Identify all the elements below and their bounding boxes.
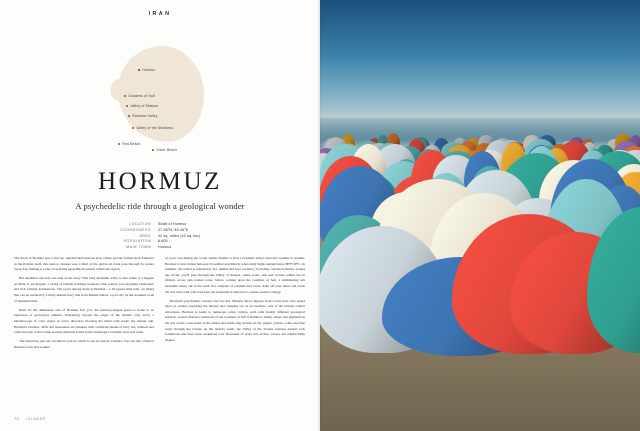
fact-table: [112, 222, 262, 251]
map-pin-icon: [132, 127, 134, 129]
map-point-valley-of-shadows: Valley of the Shadows: [132, 126, 173, 130]
article-header: [0, 168, 320, 211]
country-label: IRAN: [148, 11, 172, 17]
map-point-rainbow-valley: Rainbow Valley: [128, 114, 158, 118]
page-number: 74: [14, 417, 20, 421]
map-point-hormuz: Hormuz: [138, 68, 155, 72]
fact-key: COORDINATES: [120, 227, 151, 232]
fact-value: 42 sq. miles (42 sq. km): [158, 233, 200, 238]
paragraph: Hormuz's psychedelic scenery and low-key lifestyle attract hippies from across Iran, who spend days (or weeks) exploring the interior and camping out on its beaches—one of the island's central attractions. Hormuz is home to numerous ochre valleys, each with starkly different geological features. A short distance southwest of the Goddess of Salt is Rainbow Valley, where this pigments in the soil on the coast stand on the island and shade ring strands of red, purple, yellow, ochre and blue surge through the terrain. At the island's south, the Valley of the Statues features natural rock formations that have been weathered over thousands of years into arches, towers and otherworldly shapes.: [165, 298, 305, 342]
fact-key: AREA: [139, 233, 151, 238]
fact-key: POPULATION: [123, 239, 151, 244]
fact-value: 6,600: [158, 239, 168, 244]
paragraph: The island has just one circuitous road by which to see its surreal wonders. You can rent a bike in Hormuz town and wander: [14, 339, 154, 349]
map-point-valley-of-statues: Valley of Statues: [126, 104, 158, 108]
map-point-goddess-of-salt: Goddess of Salt: [124, 94, 155, 98]
fact-key: LOCATION: [129, 222, 151, 226]
fact-value: Hormuz: [158, 245, 172, 250]
folio: [14, 417, 46, 421]
fact-value: Strait of Hormuz: [158, 222, 187, 226]
map-pin-icon: [152, 149, 154, 151]
body-columns: [14, 256, 306, 354]
fact-row: [112, 245, 262, 251]
map-pin-icon: [128, 115, 130, 117]
map-pin-icon: [118, 143, 120, 145]
map-pin-icon: [124, 95, 126, 97]
body-column-1: [14, 256, 154, 354]
paragraph: on your own during the cooler winter months or find a rickshaw driver when the weather is warmer. Hormuz is best visited between November and March, when daily highs remain below 86°F/30°C. In summer, the island is unbearably hot, humid and best avoided.) Traveling counterclockwise around the circuit, you'll pass through the Valley of Statues, where poles, ruts and crowns within run in ribbons across salt-crusted rocks, before coming upon the Goddess of Salt, a shimmering salt mountain rising out of the earth in a complex of columns and caves. Take off your shoes and touch the salt crust with your bare feet; the mountain is believed to release positive energy.: [165, 256, 305, 294]
folio-section: ISLANDS: [26, 417, 46, 421]
article-subtitle: A psychedelic ride through a geological wonder: [75, 201, 245, 211]
body-column-2: [165, 256, 305, 354]
right-page-photo: [320, 0, 640, 431]
map-pin-icon: [126, 105, 128, 107]
photo-sky: [320, 0, 640, 118]
map-pin-icon: [138, 69, 140, 71]
island-map: [96, 38, 228, 158]
paragraph: The Strait of Hormuz gets a bad rap. Sandwiched between Iran, Oman and the United Arab Emirates in the Persian Gulf, this narrow channel sees a third of the global oil trade pass through its waters every day, making it a site of recurring geopolitical tension within the region.: [14, 256, 154, 272]
map-point-silver-beach: Silver Beach: [152, 148, 177, 152]
page-title: HORMUZ: [98, 168, 222, 195]
fact-value: 27.08°N, 56.46°E: [158, 227, 189, 232]
paragraph: Don't let the diminutive size of Hormuz fool you: the teardrop-shaped speck is home to an explosion of geological oddities. Wandering beyond the edges of the island's only town, a kaleidoscope of color erupts in every direction, blowing the mind wide under the intense sun. Hormuz's beaches, cliffs and mountains are streaked with a brilliant shades of ruby red, crimson and ochre that dip to more than seventy minerals found in the landscape's versatile, iron-rich earth.: [14, 307, 154, 335]
paragraph: But headlines tell only one side of the story. This busy maritime artery is also home to a happen accident of geography: a string of islands boasting turquoise blue waters, jaw-dropping landscapes and rich cultural destinations. The jewel among them is Hormuz—a 16-square-mile islet, an island that can be reached by a thirty-minute ferry ride from Bandar Abbas, a port city on the southern coast of mainland Iran.: [14, 276, 154, 303]
fact-key: MAIN TOWN: [126, 245, 151, 250]
map-point-red-beach: Red Beach: [118, 142, 141, 146]
